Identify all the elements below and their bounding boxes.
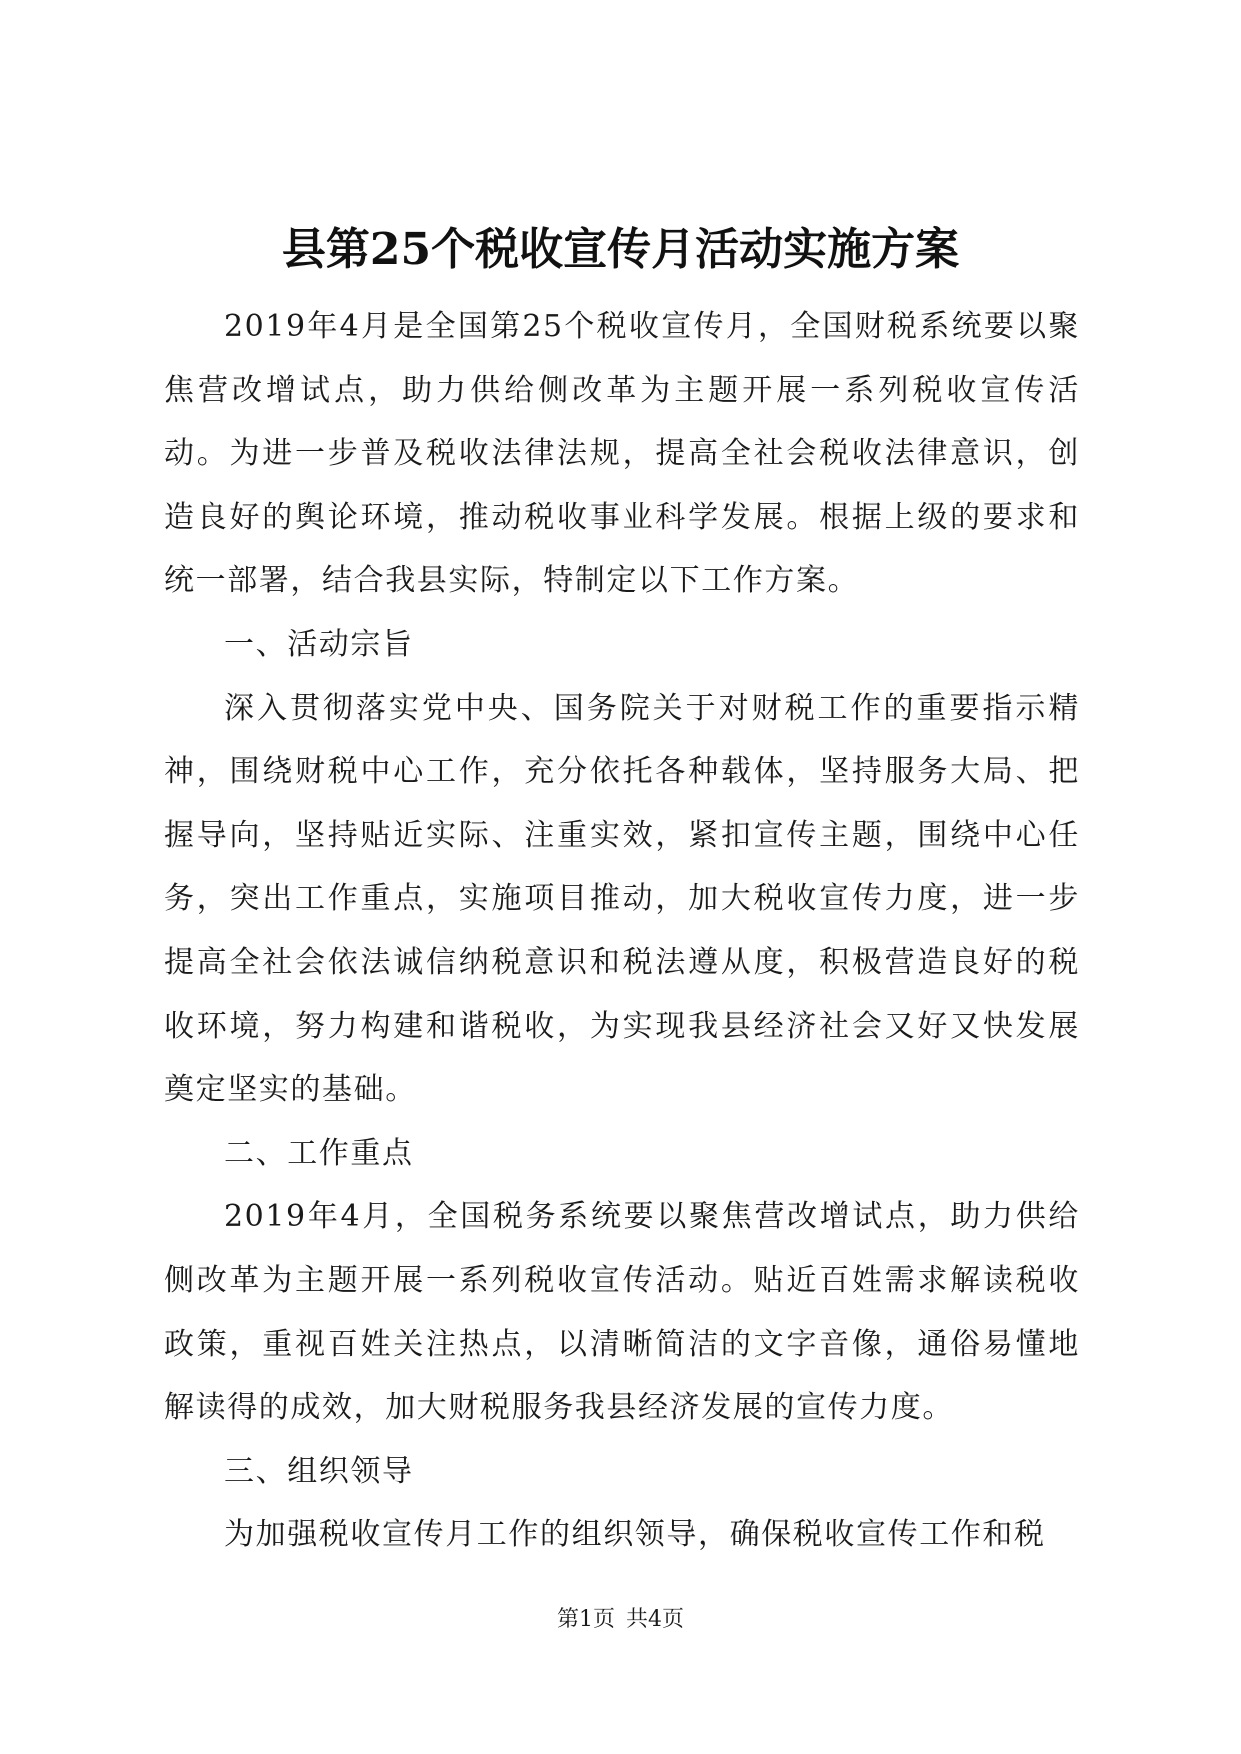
page-number-footer: 第1页 共4页 [557, 1607, 684, 1632]
document-body [164, 295, 1080, 1567]
purpose-paragraph: 深入贯彻落实党中央、国务院关于对财税工作的重要指示精神，围绕财税中心工作，充分依托各种载体，坚持服务大局、把握导向，坚持贴近实际、注重实效，紧扣宣传主题，围绕中心任务，突出工作重点，实施项目推动，加大税收宣传力度，进一步提高全社会依法诚信纳税意识和税法遵从度，积极营造良好的税收环境，努力构建和谐税收，为实现我县经济社会又好又快发展奠定坚实的基础。 [164, 690, 1080, 1108]
intro-paragraph: 2019年4月是全国第25个税收宣传月，全国财税系统要以聚焦营改增试点，助力供给侧改革为主题开展一系列税收宣传活动。为进一步普及税收法律法规，提高全社会税收法律意识，创造良好的舆论环境，推动税收事业科学发展。根据上级的要求和统一部署，结合我县实际，特制定以下工作方案。 [164, 309, 1080, 599]
section-heading-purpose: 一、活动宗旨 [224, 626, 414, 662]
section-heading-focus: 二、工作重点 [224, 1135, 414, 1171]
leadership-paragraph: 为加强税收宣传月工作的组织领导，确保税收宣传工作和税 [224, 1517, 1046, 1553]
section-heading-leadership: 三、组织领导 [224, 1453, 414, 1489]
focus-paragraph: 2019年4月，全国税务系统要以聚焦营改增试点，助力供给侧改革为主题开展一系列税收宣传活动。贴近百姓需求解读税收政策，重视百姓关注热点，以清晰简洁的文字音像，通俗易懂地解读得的成效，加大财税服务我县经济发展的宣传力度。 [164, 1199, 1080, 1426]
document-title: 县第25个税收宣传月活动实施方案 [281, 224, 960, 275]
